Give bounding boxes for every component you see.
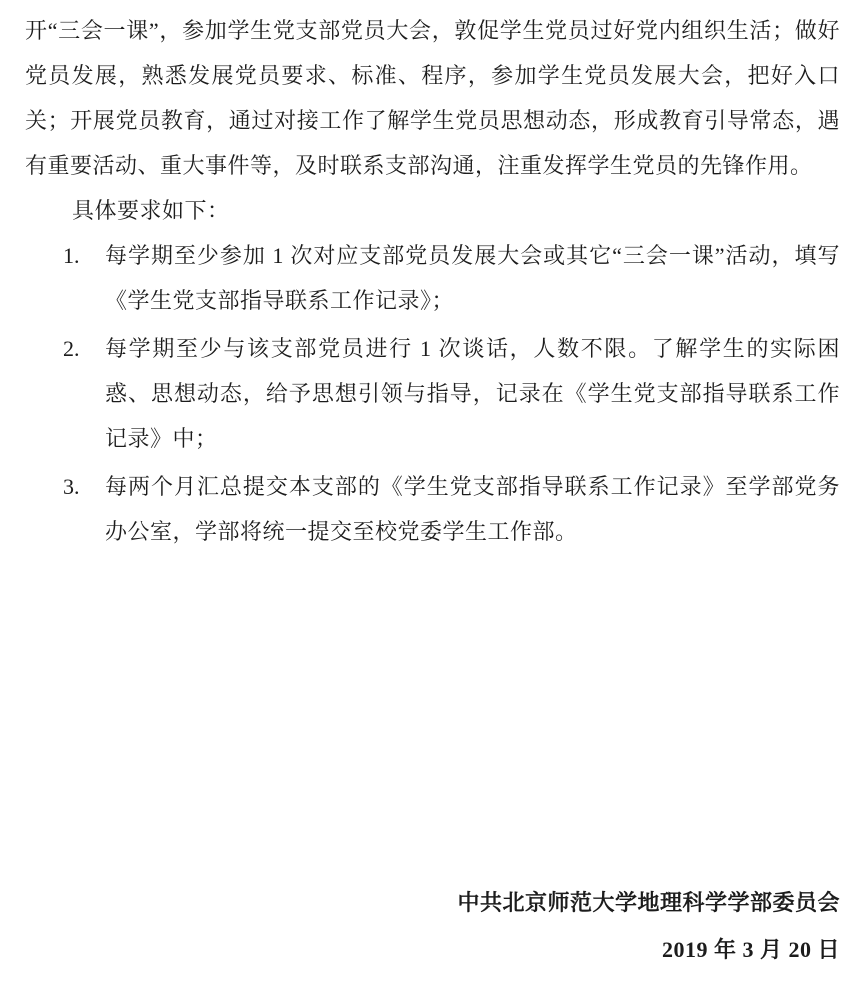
list-item-text: 每两个月汇总提交本支部的《学生党支部指导联系工作记录》至学部党务办公室，学部将统一提交至校党委学生工作部。 <box>105 474 840 544</box>
list-item <box>63 464 840 554</box>
list-item-number: 2. <box>63 336 80 361</box>
list-item-text: 每学期至少与该支部党员进行 1 次谈话，人数不限。了解学生的实际困惑、思想动态，给予思想引领与指导，记录在《学生党支部指导联系工作记录》中； <box>105 336 840 451</box>
requirements-list <box>25 233 840 554</box>
signature-block <box>457 879 840 973</box>
list-item <box>63 326 840 461</box>
continuation-paragraph: 开“三会一课”，参加学生党支部党员大会，敦促学生党员过好党内组织生活；做好党员发展，熟悉发展党员要求、标准、程序，参加学生党员发展大会，把好入口关；开展党员教育，通过对接工作了解学生党员思想动态，形成教育引导常态，遇有重要活动、重大事件等，及时联系支部沟通，注重发挥学生党员的先锋作用。 <box>25 18 840 178</box>
list-item-number: 3. <box>63 474 80 499</box>
list-item-text: 每学期至少参加 1 次对应支部党员发展大会或其它“三会一课”活动，填写《学生党支部指导联系工作记录》； <box>105 243 840 313</box>
list-item <box>63 233 840 323</box>
signature-date: 2019 年 3 月 20 日 <box>661 937 840 962</box>
list-item-number: 1. <box>63 243 80 268</box>
signature-committee: 中共北京师范大学地理科学学部委员会 <box>457 890 840 915</box>
requirements-heading: 具体要求如下： <box>72 198 230 223</box>
